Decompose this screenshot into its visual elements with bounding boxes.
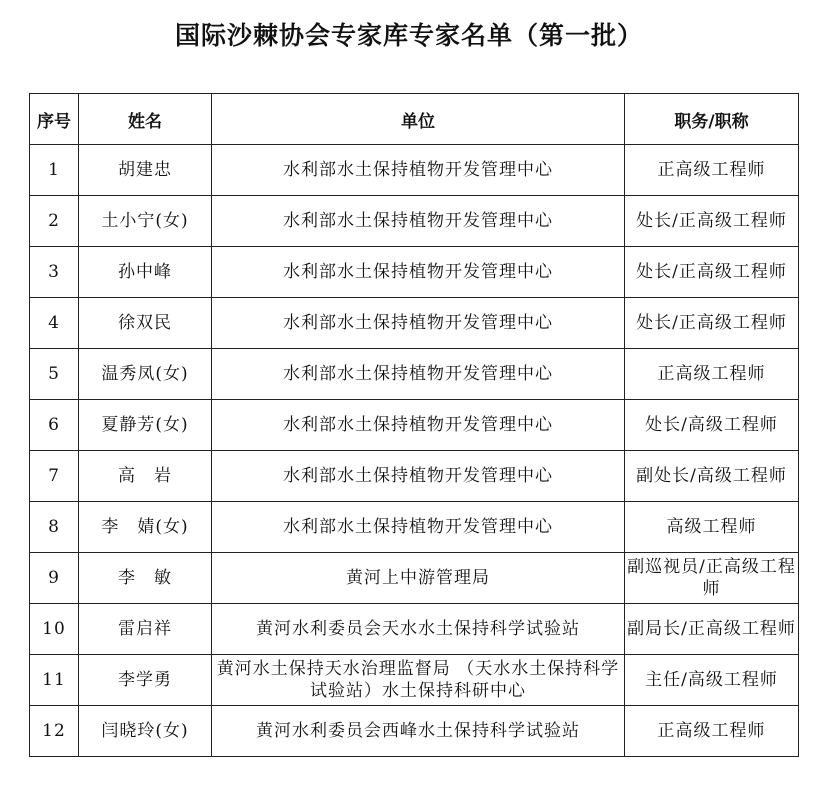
cell-name: 闫晓玲(女) xyxy=(79,706,212,757)
cell-position: 高级工程师 xyxy=(625,502,799,553)
cell-name: 雷启祥 xyxy=(79,604,212,655)
cell-index: 1 xyxy=(30,145,79,196)
cell-name: 李 敏 xyxy=(79,553,212,604)
cell-name: 李学勇 xyxy=(79,655,212,706)
cell-unit: 水利部水土保持植物开发管理中心 xyxy=(212,349,625,400)
table-row xyxy=(30,655,799,706)
table-row xyxy=(30,604,799,655)
cell-index: 12 xyxy=(30,706,79,757)
cell-unit: 水利部水土保持植物开发管理中心 xyxy=(212,400,625,451)
table-row xyxy=(30,502,799,553)
cell-position: 处长/正高级工程师 xyxy=(625,196,799,247)
cell-name: 温秀凤(女) xyxy=(79,349,212,400)
column-header-position: 职务/职称 xyxy=(625,94,799,145)
cell-index: 3 xyxy=(30,247,79,298)
table-row xyxy=(30,145,799,196)
cell-name: 夏静芳(女) xyxy=(79,400,212,451)
cell-name: 李 婧(女) xyxy=(79,502,212,553)
cell-unit: 黄河水利委员会西峰水土保持科学试验站 xyxy=(212,706,625,757)
table-row xyxy=(30,196,799,247)
table-row xyxy=(30,349,799,400)
table-header-row xyxy=(30,94,799,145)
page-title: 国际沙棘协会专家库专家名单（第一批） xyxy=(174,21,643,50)
cell-index: 11 xyxy=(30,655,79,706)
cell-index: 2 xyxy=(30,196,79,247)
cell-index: 8 xyxy=(30,502,79,553)
column-header-unit: 单位 xyxy=(212,94,625,145)
cell-unit: 黄河水土保持天水治理监督局 （天水水土保持科学试验站）水土保持科研中心 xyxy=(212,655,625,706)
cell-name: 胡建忠 xyxy=(79,145,212,196)
cell-position: 处长/高级工程师 xyxy=(625,400,799,451)
cell-position: 副处长/高级工程师 xyxy=(625,451,799,502)
cell-unit: 水利部水土保持植物开发管理中心 xyxy=(212,145,625,196)
cell-name: 徐双民 xyxy=(79,298,212,349)
cell-unit: 水利部水土保持植物开发管理中心 xyxy=(212,247,625,298)
cell-index: 4 xyxy=(30,298,79,349)
cell-position: 副局长/正高级工程师 xyxy=(625,604,799,655)
cell-unit: 水利部水土保持植物开发管理中心 xyxy=(212,451,625,502)
cell-index: 9 xyxy=(30,553,79,604)
cell-name: 孙中峰 xyxy=(79,247,212,298)
table-row xyxy=(30,298,799,349)
column-header-name: 姓名 xyxy=(79,94,212,145)
table-row xyxy=(30,400,799,451)
cell-name: 土小宁(女) xyxy=(79,196,212,247)
cell-unit: 黄河水利委员会天水水土保持科学试验站 xyxy=(212,604,625,655)
table-row xyxy=(30,553,799,604)
cell-position: 正高级工程师 xyxy=(625,706,799,757)
table-row xyxy=(30,706,799,757)
cell-unit: 黄河上中游管理局 xyxy=(212,553,625,604)
cell-index: 10 xyxy=(30,604,79,655)
table-row xyxy=(30,247,799,298)
cell-index: 5 xyxy=(30,349,79,400)
cell-name: 高 岩 xyxy=(79,451,212,502)
cell-unit: 水利部水土保持植物开发管理中心 xyxy=(212,502,625,553)
cell-index: 6 xyxy=(30,400,79,451)
cell-unit: 水利部水土保持植物开发管理中心 xyxy=(212,196,625,247)
expert-table xyxy=(29,93,799,757)
cell-unit: 水利部水土保持植物开发管理中心 xyxy=(212,298,625,349)
cell-position: 副巡视员/正高级工程师 xyxy=(625,553,799,604)
table-row xyxy=(30,451,799,502)
column-header-index: 序号 xyxy=(30,94,79,145)
cell-position: 处长/正高级工程师 xyxy=(625,247,799,298)
cell-position: 主任/高级工程师 xyxy=(625,655,799,706)
cell-index: 7 xyxy=(30,451,79,502)
cell-position: 正高级工程师 xyxy=(625,145,799,196)
cell-position: 正高级工程师 xyxy=(625,349,799,400)
cell-position: 处长/正高级工程师 xyxy=(625,298,799,349)
